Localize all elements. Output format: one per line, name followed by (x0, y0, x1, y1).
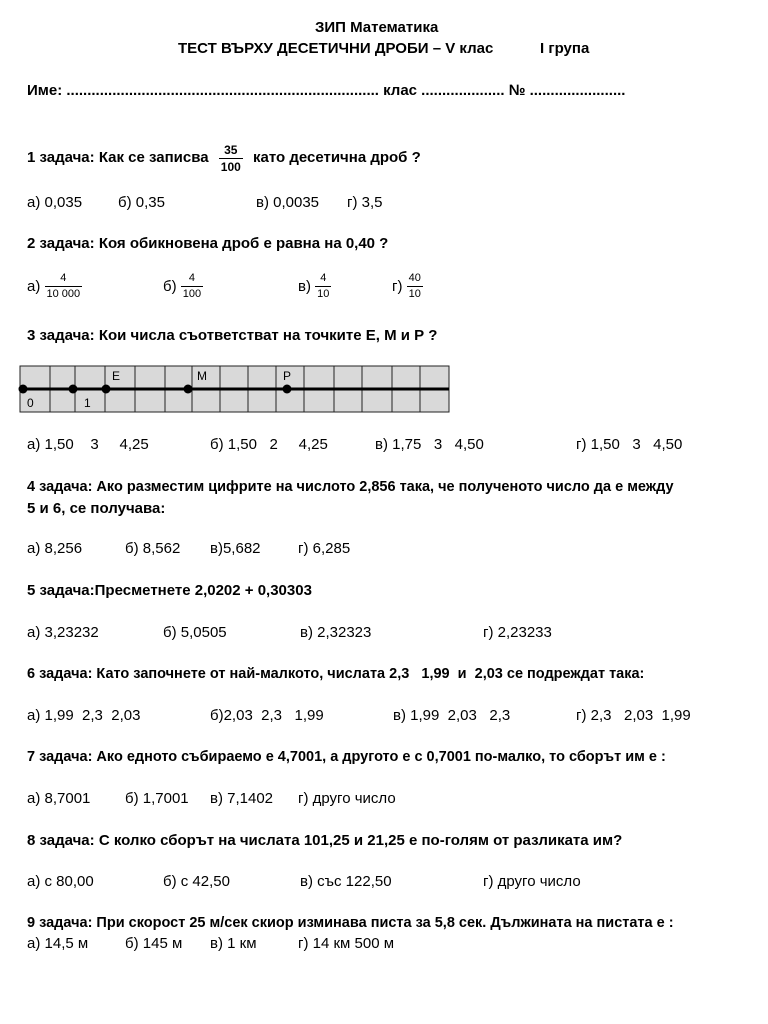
q2-option-d-label: г) (392, 278, 403, 295)
q6-option-a: а) 1,99 2,3 2,03 (27, 707, 141, 724)
q2-option-c-label: в) (298, 278, 311, 295)
label-one: 1 (84, 396, 91, 410)
q2-option-a-fraction (45, 273, 83, 300)
q3-option-b: б) 1,50 2 4,25 (210, 436, 328, 453)
number-line (18, 364, 452, 416)
question-4-line-2: 5 и 6, се получава: (27, 500, 166, 517)
point-m (184, 385, 193, 394)
q3-option-d: г) 1,50 3 4,50 (576, 436, 683, 453)
q2-option-b-label: б) (163, 278, 177, 295)
q4-option-a: а) 8,256 (27, 540, 83, 557)
question-1-prefix: 1 задача: Как се записва (27, 149, 209, 166)
group-label: І група (540, 40, 590, 57)
q7-option-c: в) 7,1402 (210, 790, 274, 807)
fraction-numerator: 40 (407, 273, 423, 287)
q1-option-b: б) 0,35 (118, 194, 165, 211)
q6-option-c: в) 1,99 2,03 2,3 (393, 707, 511, 724)
q2-option-d (392, 273, 423, 300)
fraction-denominator: 10 000 (46, 288, 81, 300)
title-line-1: ЗИП Математика (315, 19, 439, 36)
q3-option-a: а) 1,50 3 4,25 (27, 436, 149, 453)
label-zero: 0 (27, 396, 34, 410)
question-1 (27, 140, 421, 176)
title-line-2: ТЕСТ ВЪРХУ ДЕСЕТИЧНИ ДРОБИ – V клас (178, 40, 494, 57)
point-one (69, 385, 78, 394)
fraction-denominator: 10 (408, 288, 421, 300)
q5-option-b: б) 5,0505 (163, 624, 227, 641)
q4-option-b: б) 8,562 (125, 540, 181, 557)
q5-option-c: в) 2,32323 (300, 624, 372, 641)
q3-option-c: в) 1,75 3 4,50 (375, 436, 484, 453)
q9-option-a: а) 14,5 м (27, 935, 89, 952)
q6-option-b: б)2,03 2,3 1,99 (210, 707, 324, 724)
q8-option-a: а) с 80,00 (27, 873, 94, 890)
fraction-numerator: 4 (45, 273, 83, 287)
fraction-numerator: 4 (315, 273, 331, 287)
point-e (102, 385, 111, 394)
q9-option-c: в) 1 км (210, 935, 257, 952)
q7-option-b: б) 1,7001 (125, 790, 189, 807)
q4-option-c: в)5,682 (210, 540, 261, 557)
question-2: 2 задача: Коя обикновена дроб е равна на 0,40 ? (27, 235, 389, 252)
q5-option-a: а) 3,23232 (27, 624, 99, 641)
q1-option-d: г) 3,5 (347, 194, 383, 211)
question-5: 5 задача:Пресметнете 2,0202 + 0,30303 (27, 582, 312, 599)
q8-option-c: в) със 122,50 (300, 873, 392, 890)
fraction-35-100 (219, 144, 243, 173)
q6-option-d: г) 2,3 2,03 1,99 (576, 707, 691, 724)
q2-option-a-label: а) (27, 278, 41, 295)
q2-option-b-fraction (181, 273, 203, 300)
q1-option-a: а) 0,035 (27, 194, 83, 211)
q2-option-c-fraction (315, 273, 331, 300)
label-e: Е (112, 369, 121, 383)
q9-option-b: б) 145 м (125, 935, 183, 952)
q8-option-b: б) с 42,50 (163, 873, 230, 890)
fraction-numerator: 35 (219, 144, 243, 159)
fraction-denominator: 100 (220, 159, 241, 174)
point-zero (19, 385, 28, 394)
q7-option-d: г) друго число (298, 790, 396, 807)
question-9: 9 задача: При скорост 25 м/сек скиор изминава писта за 5,8 сек. Дължината на пистата е : (27, 915, 674, 931)
question-1-suffix: като десетична дроб ? (253, 149, 421, 166)
q8-option-d: г) друго число (483, 873, 581, 890)
q5-option-d: г) 2,23233 (483, 624, 552, 641)
q2-option-d-fraction (407, 273, 423, 300)
q1-option-c: в) 0,0035 (256, 194, 320, 211)
question-7: 7 задача: Ако едното събираемо е 4,7001, а другото е с 0,7001 по-малко, то сборът им е : (27, 749, 666, 765)
q4-option-d: г) 6,285 (298, 540, 351, 557)
fraction-denominator: 10 (317, 288, 330, 300)
fraction-denominator: 100 (182, 288, 202, 300)
student-info-line: Име: ........................................................................... клас .................... № ....................... (27, 82, 626, 99)
q2-option-c (298, 273, 331, 300)
q9-option-d: г) 14 км 500 м (298, 935, 395, 952)
label-p: Р (283, 369, 292, 383)
question-8: 8 задача: С колко сборът на числата 101,25 и 21,25 е по-голям от разликата им? (27, 832, 623, 849)
label-m: М (197, 369, 207, 383)
q2-option-b (163, 273, 203, 300)
question-4-line-1: 4 задача: Ако разместим цифрите на числото 2,856 така, че полученото число да е между (27, 479, 674, 495)
question-6: 6 задача: Като започнете от най-малкото, числата 2,3 1,99 и 2,03 се подреждат така: (27, 666, 645, 682)
fraction-numerator: 4 (181, 273, 203, 287)
point-p (283, 385, 292, 394)
question-3: 3 задача: Кои числа съответстват на точките Е, М и Р ? (27, 327, 438, 344)
q7-option-a: а) 8,7001 (27, 790, 91, 807)
q2-option-a (27, 273, 82, 300)
